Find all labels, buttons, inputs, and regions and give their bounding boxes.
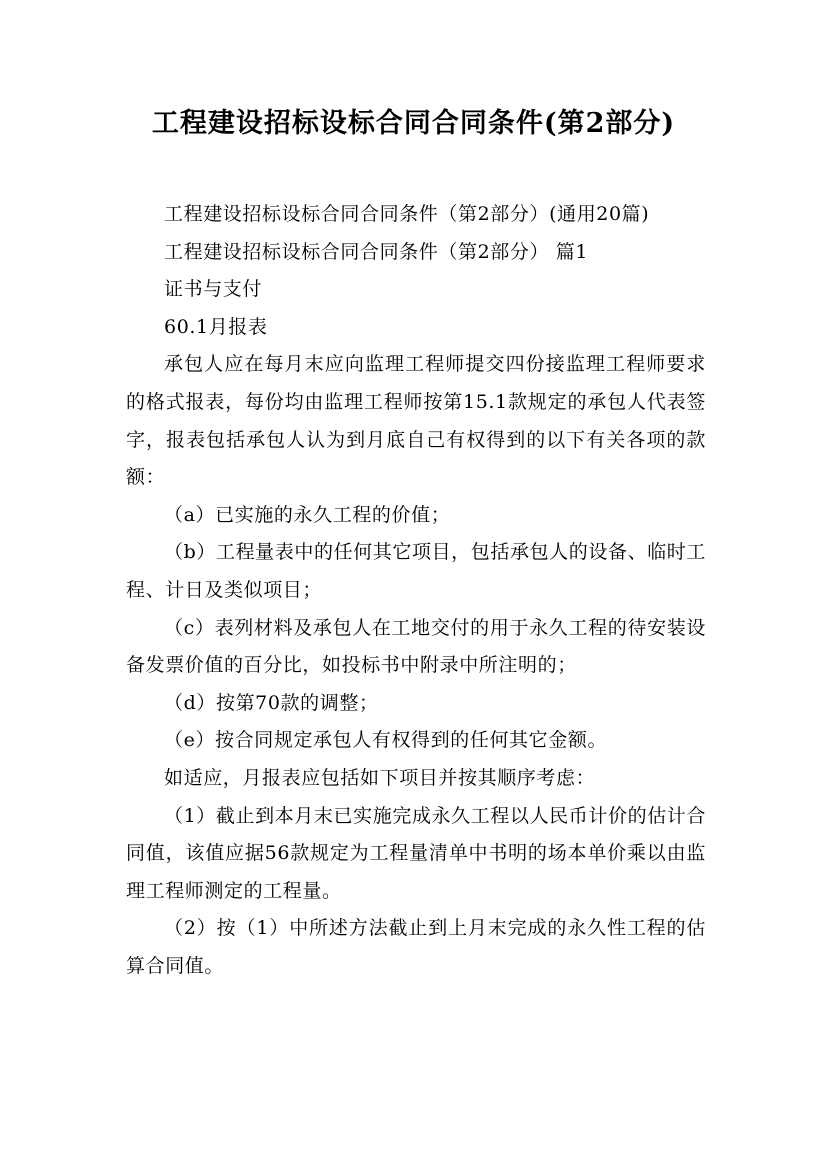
paragraph-clause-number: 60.1月报表 <box>164 315 268 338</box>
paragraph-item-b: （b）工程量表中的任何其它项目，包括承包人的设备、临时工程、计日及类似项目； <box>126 541 706 601</box>
paragraph-item-2: （2）按（1）中所述方法截止到上月末完成的永久性工程的估算合同值。 <box>126 917 706 977</box>
paragraph-item-c: （c）表列材料及承包人在工地交付的用于永久工程的待安装设备发票价值的百分比，如投标书中附录中所注明的； <box>126 616 706 677</box>
paragraph-article-heading: 工程建设招标设标合同合同条件（第2部分） 篇1 <box>164 240 589 263</box>
document-body <box>126 196 706 985</box>
paragraph-item-d: （d）按第70款的调整； <box>164 691 379 714</box>
paragraph-order-note: 如适应，月报表应包括如下项目并按其顺序考虑： <box>164 766 596 789</box>
paragraph-collection-title: 工程建设招标设标合同合同条件（第2部分）(通用20篇) <box>164 203 650 225</box>
paragraph-item-1: （1）截止到本月末已实施完成永久工程以人民币计价的估计合同值，该值应据56款规定为工程量清单中书明的场本单价乘以由监理工程师测定的工程量。 <box>126 804 706 902</box>
paragraph-item-e: （e）按合同规定承包人有权得到的任何其它金额。 <box>164 729 608 752</box>
paragraph-item-a: （a）已实施的永久工程的价值； <box>164 503 451 526</box>
paragraph-section-heading: 证书与支付 <box>164 278 263 301</box>
paragraph-monthly-statement: 承包人应在每月末应向监理工程师提交四份接监理工程师要求的格式报表，每份均由监理工程师按第15.1款规定的承包人代表签字，报表包括承包人认为到月底自己有权得到的以下有关各项的款额： <box>126 353 706 489</box>
document-title: 工程建设招标设标合同合同条件(第2部分) <box>151 108 676 139</box>
